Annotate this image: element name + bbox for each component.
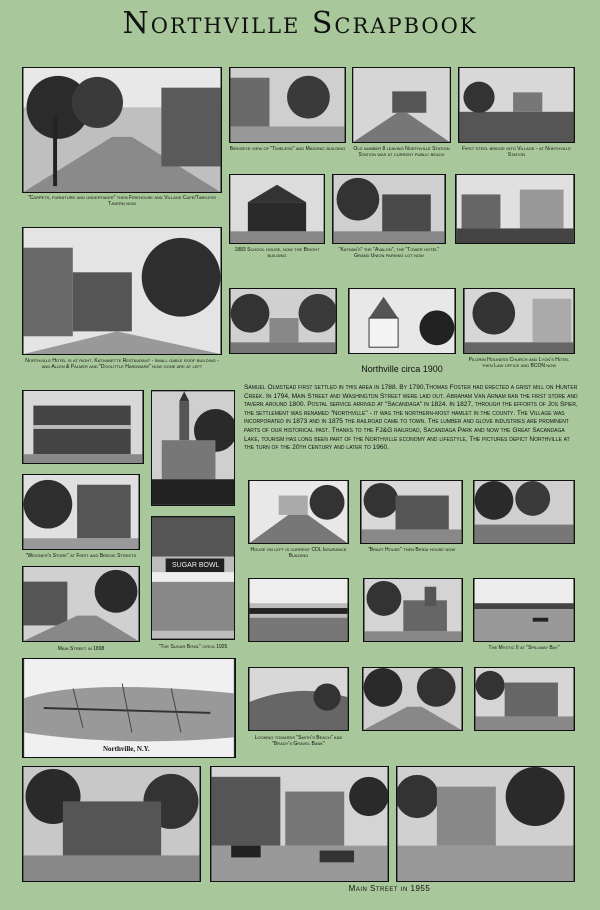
photo-kathans-avalon bbox=[332, 174, 446, 244]
photo-main-street-cars bbox=[474, 667, 575, 731]
photo-post-office bbox=[396, 766, 575, 882]
photo-bridge bbox=[248, 578, 349, 642]
photo-northville-hotel bbox=[22, 227, 222, 355]
history-paragraph: Samuel Olmstead first settled in this area in 1788. By 1790,Thomas Foster had erected a grist mill on Hunter Creek. In 1794, Main Street and Washington Street were laid out. Abraham Van Arnam ran the first store and tavern around 1800. Postal service arrived at "Sacandaga" in 1824. In 1827, through the efforts of Jos Spier, the settlement was renamed "Northville" - it was the northern-most hamlet in the county. The Village was incorporated in 1873 and in 1875 the railroad came to town. The lumber and glove industries are prominent parts of our historical past. Thanks to the FJ&G railroad, Sacandaga Park and now the Great Sacandaga Lake, tourism has long been part of the Northville economy and lifestyle. The pictures depict Northville at the turn of the 20th century and later to 1960. bbox=[244, 384, 578, 452]
photo-birdseye-map bbox=[22, 658, 236, 758]
caption-11: House on left is current CDL Insurance Building bbox=[250, 547, 347, 559]
caption-16: Looking towards "Smith's Beach" and "Brady's Gravel Bank" bbox=[254, 735, 343, 747]
caption-17: Main Street in 1955 bbox=[348, 884, 431, 893]
photo-mystic-spillway bbox=[473, 578, 575, 642]
photo-central-school bbox=[22, 766, 201, 882]
caption-7: Northville Hotel is at right. Kathanette Restaurant - small gable roof building - and Allen & Palmer and "Doolittle Hardware" now gone are at left bbox=[25, 358, 219, 370]
caption-3: Old number 8 leaving Northville Station Station was at current public beach bbox=[353, 146, 450, 158]
photo-northville-station bbox=[352, 67, 451, 143]
caption-5: 1883 School house, now the Bright building bbox=[234, 247, 320, 259]
photo-weigners-store bbox=[22, 474, 140, 550]
photo-cdl-house bbox=[248, 480, 349, 544]
photo-shaded-road bbox=[362, 667, 463, 731]
caption-10: "Weigner's Store" at First and Bridge Streets bbox=[25, 553, 137, 559]
photo-church-steeple bbox=[151, 390, 235, 506]
caption-9: Pilgrim Holiness Church and Lyon's Hotel then Law office and BCON now bbox=[468, 357, 570, 369]
photo-hotel-porch bbox=[22, 390, 144, 464]
photo-steel-bridge bbox=[458, 67, 575, 143]
caption-6: "Kathan's" the "Avalon", the "Tower hotel" Grand Union parking lot now bbox=[338, 247, 440, 259]
photo-smiths-beach bbox=[248, 667, 349, 731]
caption-1: "Carpets, furniture and undertaker" then Firehouse and Village Cafe/Timeless Tavern now bbox=[27, 195, 217, 207]
photo-pilgrim-holiness-church bbox=[463, 288, 575, 354]
photo-main-street-1898 bbox=[22, 566, 140, 642]
photo-street-buildings bbox=[455, 174, 575, 244]
map-label: Northville, N.Y. bbox=[103, 745, 150, 753]
caption-13: Main Street in 1898 bbox=[57, 646, 105, 652]
photo-sugar-bowl bbox=[151, 516, 235, 640]
caption-2: Birdseye view of "Timeless" and Masonic building bbox=[229, 146, 346, 152]
caption-15: The Mystic II at "Spillway Bay" bbox=[488, 645, 560, 651]
photo-church-1900 bbox=[348, 288, 456, 354]
caption-4: First steel bridge into Village - at Northville Station bbox=[462, 146, 571, 158]
photo-tree-lined-street bbox=[473, 480, 575, 544]
photo-house-trees bbox=[229, 288, 337, 354]
photo-brazy-house bbox=[360, 480, 463, 544]
caption-8: Northville circa 1900 bbox=[361, 364, 443, 374]
sugar-bowl-sign: SUGAR BOWL bbox=[172, 562, 220, 569]
page-title: Northville Scrapbook bbox=[122, 6, 478, 41]
photo-main-street-trees bbox=[22, 67, 222, 193]
photo-1883-school bbox=[229, 174, 325, 244]
caption-12: "Brazy House" then Brida house now bbox=[367, 547, 456, 553]
photo-main-street-south bbox=[210, 766, 389, 882]
photo-brick-church bbox=[363, 578, 463, 642]
caption-14: "The Sugar Bowl" circa 1925 bbox=[158, 644, 228, 650]
photo-birdseye-timeless bbox=[229, 67, 346, 143]
